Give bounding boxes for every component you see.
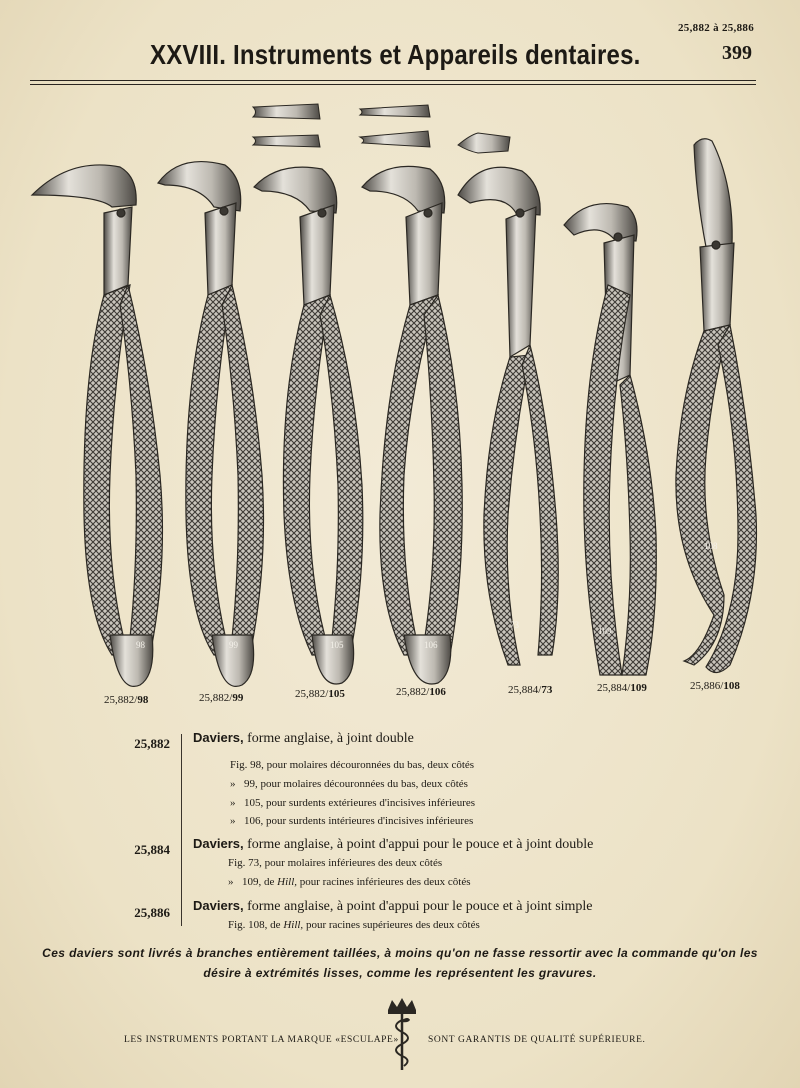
beak-detail-illustration — [253, 104, 510, 153]
forceps-fig-73 — [458, 167, 558, 665]
footer-right: SONT GARANTIS DE QUALITÉ SUPÉRIEURE. — [428, 1035, 646, 1045]
page-number: 399 — [722, 42, 752, 64]
figure-label: 25,882/105 — [295, 688, 345, 700]
forceps-fig-108 — [676, 139, 757, 673]
entry-line: » 106, pour surdents intérieures d'incisives inférieures — [230, 815, 474, 827]
delivery-note-continued: désire à extrémités lisses, comme les représentent les gravures. — [203, 966, 597, 980]
entry-divider — [181, 734, 182, 926]
engraved-label: 108 — [704, 541, 718, 551]
entry-line: » 105, pour surdents extérieures d'incisives inférieures — [230, 797, 476, 809]
entry-heading: Daviers, forme anglaise, à point d'appui pour le pouce et à joint simple — [193, 898, 593, 914]
entry-line: Fig. 98, pour molaires découronnées du bas, deux côtés — [230, 759, 475, 771]
footer-left: LES INSTRUMENTS PORTANT LA MARQUE «ESCULAPE» — [124, 1035, 399, 1045]
header-rule — [30, 80, 756, 81]
entry-heading: Daviers, forme anglaise, à point d'appui pour le pouce et à joint double — [193, 836, 594, 852]
entry-line: » 109, de Hill, pour racines inférieures des deux côtés — [228, 876, 471, 888]
forceps-fig-109 — [564, 204, 656, 675]
entry-line: » 99, pour molaires découronnées du bas, deux côtés — [230, 778, 468, 790]
engraved-label: 99 — [229, 640, 238, 650]
figure-label: 25,884/109 — [597, 682, 647, 694]
engraved-label: 109 — [598, 626, 612, 636]
entry-code: 25,884 — [134, 842, 170, 857]
forceps-fig-99 — [158, 162, 264, 687]
entry-heading: Daviers, forme anglaise, à joint double — [193, 730, 414, 746]
forceps-illustration — [0, 95, 800, 695]
entry-line: Fig. 73, pour molaires inférieures des deux côtés — [228, 857, 443, 869]
figure-label: 25,882/99 — [199, 692, 244, 704]
engraved-label: 106 — [424, 640, 438, 650]
figure-label: 25,886/108 — [690, 680, 740, 692]
engraved-label: 73 — [510, 620, 519, 630]
page-title: XXVIII. Instruments et Appareils dentaires. — [150, 40, 641, 72]
figure-label: 25,882/98 — [104, 694, 149, 706]
entry-code: 25,882 — [134, 736, 170, 751]
engraved-label: 105 — [330, 640, 344, 650]
esculape-seal-icon — [382, 996, 422, 1072]
engraved-label: 98 — [136, 640, 145, 650]
forceps-fig-98 — [32, 165, 162, 687]
entry-line: Fig. 108, de Hill, pour racines supérieures des deux côtés — [228, 919, 480, 931]
header-rule-thin — [30, 84, 756, 85]
figure-label: 25,884/73 — [508, 684, 553, 696]
item-range: 25,882 à 25,886 — [678, 22, 754, 34]
delivery-note: Ces daviers sont livrés à branches entièrement taillées, à moins qu'on ne fasse ressortir avec la commande qu'on les — [42, 946, 758, 960]
entry-code: 25,886 — [134, 905, 170, 920]
figure-label: 25,882/106 — [396, 686, 446, 698]
forceps-fig-105 — [254, 167, 363, 684]
forceps-fig-106 — [362, 166, 462, 684]
